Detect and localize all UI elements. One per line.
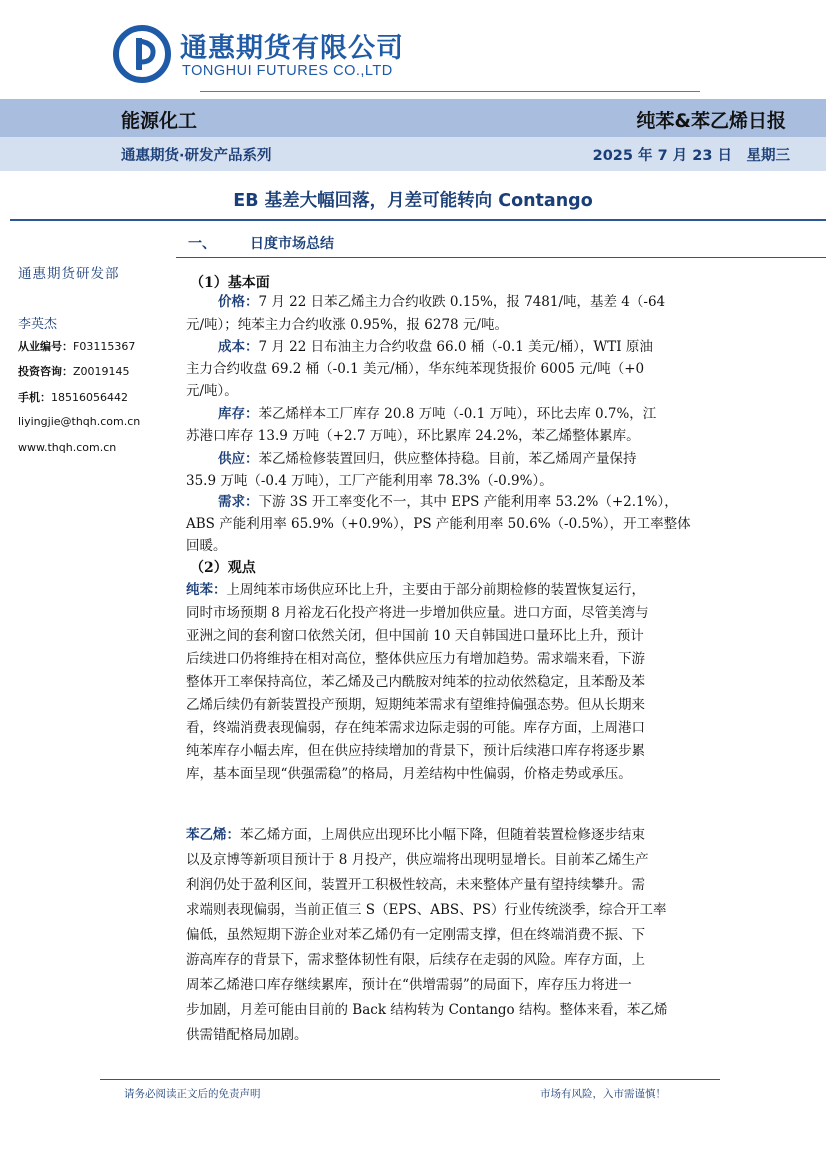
subsection-fundamentals: （1）基本面: [190, 275, 270, 291]
benzene-line-7: 看，终端消费表现偏弱，存在纯苯需求边际走弱的可能。库存方面，上周港口: [186, 720, 645, 736]
styrene-line-9: 供需错配格局加剧。: [186, 1027, 308, 1043]
benzene-line-5: 整体开工率保持高位，苯乙烯及己内酰胺对纯苯的拉动依然稳定，且苯酚及苯: [186, 674, 645, 690]
footer-risk-note: 市场有风险，入市需谨慎！: [540, 1088, 666, 1100]
report-category: 能源化工: [121, 110, 198, 132]
footer-divider: [100, 1079, 720, 1080]
page-headline: EB 基差大幅回落，月差可能转向 Contango: [233, 191, 593, 211]
benzene-line-8: 纯苯库存小幅去库，但在供应持续增加的背景下，预计后续港口库存将逐步累: [186, 743, 645, 759]
footer-disclaimer: 请务必阅读正文后的免责声明: [124, 1088, 261, 1100]
sidebar-phone: 手机：18516056442: [18, 391, 128, 404]
sidebar-license: 从业编号：F03115367: [18, 340, 136, 353]
benzene-line-9: 库，基本面呈现“供强需稳”的格局，月差结构中性偏弱，价格走势或承压。: [186, 766, 632, 782]
styrene-line-4: 求端则表现偏弱，当前正值三 S（EPS、ABS、PS）行业传统淡季，综合开工率: [186, 902, 667, 918]
report-date: 2025 年 7 月 23 日 星期三: [592, 148, 790, 164]
section-divider: [176, 257, 826, 258]
company-logo-icon: [112, 24, 172, 84]
styrene-line-8: 步加剧，月差可能由目前的 Back 结构转为 Contango 结构。整体来看，苯乙烯: [186, 1002, 668, 1018]
styrene-line-5: 偏低，虽然短期下游企业对苯乙烯仍有一定刚需支撑，但在终端消费不振、下: [186, 927, 645, 943]
inventory-line-1: 库存：苯乙烯样本工厂库存 20.8 万吨（-0.1 万吨），环比去库 0.7%，江: [218, 406, 657, 422]
supply-line-2: 35.9 万吨（-0.4 万吨），工厂产能利用率 78.3%（-0.9%）。: [186, 473, 553, 489]
cost-line-3: 元/吨）。: [186, 383, 238, 399]
sidebar-email: liyingjie@thqh.com.cn: [18, 415, 141, 428]
section-heading: 一、 日度市场总结: [188, 236, 334, 252]
sidebar-website: www.thqh.com.cn: [18, 441, 117, 454]
price-line-1: 价格：7 月 22 日苯乙烯主力合约收跌 0.15%，报 7481/吨，基差 4（-64: [218, 294, 666, 310]
price-line-2: 元/吨）；纯苯主力合约收涨 0.95%，报 6278 元/吨。: [186, 317, 508, 333]
sidebar-consult: 投资咨询：Z0019145: [18, 365, 130, 378]
benzene-line-2: 同时市场预期 8 月裕龙石化投产将进一步增加供应量。进口方面，尽管美湾与: [186, 605, 649, 621]
styrene-line-6: 游高库存的背景下，需求整体韧性有限，后续存在走弱的风险。库存方面，上: [186, 952, 645, 968]
benzene-line-3: 亚洲之间的套利窗口依然关闭，但中国前 10 天自韩国进口量环比上升，预计: [186, 628, 644, 644]
demand-line-2: ABS 产能利用率 65.9%（+0.9%），PS 产能利用率 50.6%（-0.5%），开工率整体: [186, 516, 691, 532]
styrene-line-3: 利润仍处于盈利区间，装置开工积极性较高，未来整体产量有望持续攀升。需: [186, 877, 645, 893]
company-name-cn: 通惠期货有限公司: [180, 33, 404, 64]
benzene-line-4: 后续进口仍将维持在相对高位，整体供应压力有增加趋势。需求端来看，下游: [186, 651, 645, 667]
styrene-line-7: 周苯乙烯港口库存继续累库，预计在“供增需弱”的局面下，库存压力将进一: [186, 977, 632, 993]
demand-line-1: 需求：下游 3S 开工率变化不一，其中 EPS 产能利用率 53.2%（+2.1%），: [218, 494, 678, 510]
inventory-line-2: 苏港口库存 13.9 万吨（+2.7 万吨），环比累库 24.2%，苯乙烯整体累库。: [186, 428, 640, 444]
subsection-views: （2）观点: [190, 560, 256, 576]
benzene-line-6: 乙烯后续仍有新装置投产预期，短期纯苯需求有望维持偏强态势。但从长期来: [186, 697, 645, 713]
report-series: 通惠期货·研发产品系列: [121, 148, 272, 164]
sidebar-analyst: 李英杰: [18, 317, 58, 332]
sidebar-department: 通惠期货研发部: [18, 266, 120, 282]
header-divider: [200, 91, 700, 92]
headline-divider: [10, 219, 826, 221]
styrene-line-2: 以及京博等新项目预计于 8 月投产，供应端将出现明显增长。目前苯乙烯生产: [186, 852, 649, 868]
supply-line-1: 供应：苯乙烯检修装置回归，供应整体持稳。目前，苯乙烯周产量保持: [218, 451, 637, 467]
report-title: 纯苯&苯乙烯日报: [636, 110, 786, 132]
cost-line-2: 主力合约收盘 69.2 桶（-0.1 美元/桶），华东纯苯现货报价 6005 元/吨（+0: [186, 361, 645, 377]
cost-line-1: 成本：7 月 22 日布油主力合约收盘 66.0 桶（-0.1 美元/桶），WTI 原油: [218, 339, 653, 355]
demand-line-3: 回暖。: [186, 538, 227, 554]
benzene-line-1: 纯苯：上周纯苯市场供应环比上升，主要由于部分前期检修的装置恢复运行，: [186, 582, 645, 598]
company-name-en: TONGHUI FUTURES CO.,LTD: [182, 63, 393, 79]
styrene-line-1: 苯乙烯：苯乙烯方面，上周供应出现环比小幅下降，但随着装置检修逐步结束: [186, 827, 645, 843]
